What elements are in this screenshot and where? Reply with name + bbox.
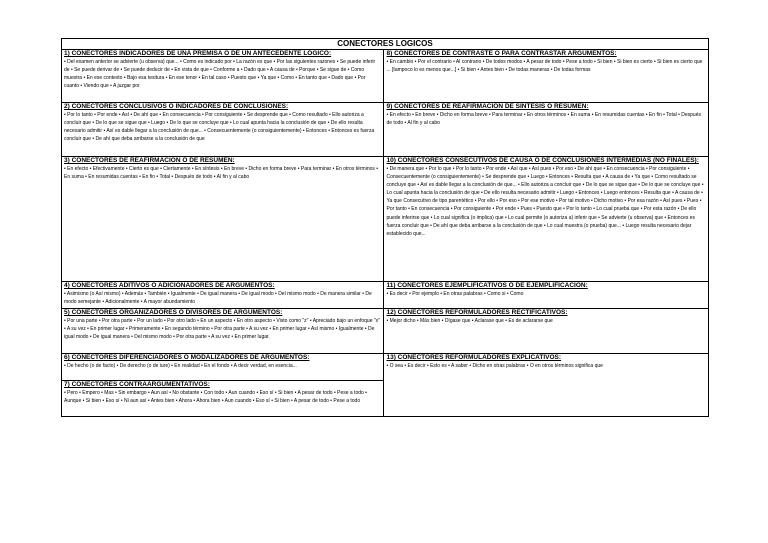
table-row	[62, 309, 709, 354]
section-heading-4: 4) CONECTORES ADITIVOS O ADICIONADORES DE ARGUMENTOS:	[64, 282, 275, 289]
table-title: CONECTORES LOGICOS	[62, 39, 709, 50]
section-heading-13: 13) CONECTORES REFORMULADORES EXPLICATIVOS:	[386, 354, 562, 361]
section-cell-11	[384, 282, 709, 309]
section-body-13: • O sea • Es decir • Esto es • A saber • Dicho en otras palabras • O en otros términos significa que	[386, 363, 603, 369]
section-body-9: • En efecto • En breve • Dicho en forma breve • Para terminar • En otros términos • En suma • En resumidas cuentas • En fin • Total • Después de todo • Al fin y al cabo	[386, 112, 701, 127]
section-cell-3	[62, 157, 384, 282]
section-cell-1	[62, 50, 384, 103]
section-cell-2	[62, 103, 384, 157]
section-heading-6: 6) CONECTORES DIFERENCIADORES O MODALIZADORES DE ARGUMENTOS:	[64, 354, 310, 361]
section-cell-6	[62, 354, 384, 381]
section-body-1: • Del examen anterior se advierte (u observa) que... • Como es indicado por • La razón es que • Por las siguientes razones • Se puede inferir de • Se puede derivar de • Se puede deducir de • En vista de que • Conforme a • Dado que • A causa de • Porque • Se sigue de • Como muestra • En ese contexto • Bajo esa tesitura • En ese tenor • En tal caso • Puesto que • Ya que • Como • En tanto que • Dado que • Por cuanto • Viendo que • A juzgar por	[64, 59, 376, 90]
section-body-8: • En cambio • Por el contrario • Al contrario • De todos modos • A pesar de todo • Pese a todo • Si bien • Si bien es cierto • Si bien es cierto que ... [tampoco lo es menos que...] • Si bien • Antes bien • De todas maneras • De todas formas	[386, 59, 703, 74]
section-cell-13	[384, 354, 709, 417]
table-row	[62, 354, 709, 381]
section-cell-7	[62, 381, 384, 417]
section-heading-10: 10) CONECTORES CONSECUTIVOS DE CAUSA O DE CONCLUSIONES INTERMEDIAS (NO FINALES):	[386, 157, 699, 164]
connectors-table	[61, 38, 709, 417]
section-body-12: • Mejor dicho • Más bien • Dígase que • Aclarase que • Es de aclararse que	[386, 318, 553, 324]
section-body-2: • Por lo tanto • Por ende • Así • De ahí que • En consecuencia • Por consiguiente • Se desprende que • Como resultado • Ello autoriza a concluir que • De lo que se sigue que • Luego • De lo que se concluye que • Lo cual apunta hacia la conclusión de que • De ello resulta necesario admitir • Así es dable llegar a la conclusión de que... • Consecuentemente (o consiguientemente) • Entonces • Entonces es fuerza concluir que • De ahí que deba arribarse a la conclusión de que	[64, 112, 375, 143]
section-body-11: • Es decir • Por ejemplo • En otras palabras • Como si • Como	[386, 291, 524, 297]
section-body-10: • De manera que • Por lo que • Por lo tanto • Por ende • Así que • Así pues • Por eso • De ahí que • En consecuencia • Por consiguiente • Consecuentemente (o consiguientemente) • Se desprende que • Luego • Entonces • Resulta que • A causa de • Ya que • Como resultado se concluye que • Así es dable llegar a la conclusión de que... • Ello autoriza a concluir que • De lo que se sigue que • De lo que se concluye que • Lo cual apunta hacia la conclusión de que • De ello resulta necesario admitir • Luego • Entonces • Luego entonces • Resulta que • A causa de • Ya que Consecutivo de tipo parentético • Por ello • Por eso • Por ese motivo • Por tal motivo • Dicho motivo • Por esa razón • Así pues • Pues • Por tanto • En consecuencia • Por consiguiente • Por ende • Pues • Puesto que • Por lo tanto • Lo cual prueba que • Por esta razón • De ello puede inferirse que • Lo cual significa (o implica) que • Lo cual permite (o autoriza a) inferir que • Se advierte (u observa) que • Entonces es fuerza concluir que • De ahí que deba arribarse a la conclusión de que • Lo cual muestra (o prueba) que... • Luego resulta necesario dejar establecido que...	[386, 166, 704, 237]
section-body-3: • En efecto • Efectivamente • Cierto es que • Ciertamente • En síntesis • En breve • Dicho en forma breve • Para terminar • En otros términos • En suma • En resumidas cuentas • En fin • Total • Después de todo • Al fin y al cabo	[64, 166, 379, 181]
section-cell-4	[62, 282, 384, 309]
section-heading-2: 2) CONECTORES CONCLUSIVOS O INDICADORES DE CONCLUSIONES:	[64, 103, 289, 110]
section-cell-8	[384, 50, 709, 103]
section-body-5: • Por una parte • Por otra parte • Por un lado • Por otro lado • En un aspecto • En otro aspecto • Visto como "z" • Apreciado bajo un enfoque "x" • A su vez • En primer lugar • Primeramente • En segundo término • Por otra parte • A su vez • En primer lugar • Así mismo • Igualmente • De igual modo • De igual manera • Del mismo modo • Por otra parte • A su vez • En primer lugar.	[64, 318, 380, 341]
section-cell-12	[384, 309, 709, 354]
section-body-6: • De hecho (o de facto) • De derecho (o de iure) • En realidad • En el fondo • A decir verdad, en esencia...	[64, 363, 297, 369]
section-cell-5	[62, 309, 384, 354]
section-heading-12: 12) CONECTORES REFORMULADORES RECTIFICATIVOS:	[386, 309, 568, 316]
section-cell-10	[384, 157, 709, 282]
section-cell-9	[384, 103, 709, 157]
table-row	[62, 50, 709, 103]
section-body-4: • Asimismo (o Así mismo) • Además • También • Igualmente • De igual manera • De igual modo • Del mismo modo • De manera similar • De modo semejante • Adicionalmente • A mayor abundamiento	[64, 291, 372, 306]
table-row	[62, 157, 709, 282]
table-row	[62, 282, 709, 309]
section-body-7: • Pero • Empero • Mas • Sin embargo • Aun así • No obstante • Con todo • Aun cuando • Eso sí • Si bien • A pesar de todo • Pese a todo • Aunque • Si bien • Eso sí • Ni aun así • Antes bien • Ahora • Ahora bien • Aun cuando • Eso sí • Si bien • A pesar de todo • Pese a todo	[64, 390, 367, 405]
section-heading-11: 11) CONECTORES EJEMPLIFICATIVOS O DE EJEMPLIFICACION:	[386, 282, 588, 289]
section-heading-8: 8) CONECTORES DE CONTRASTE O PARA CONTRASTAR ARGUMENTOS:	[386, 50, 617, 57]
section-heading-1: 1) CONECTORES INDICADORES DE UNA PREMISA O DE UN ANTECEDENTE LOGICO:	[64, 50, 332, 57]
title-row	[62, 39, 709, 50]
section-heading-9: 9) CONECTORES DE REAFIRMACION DE SINTESIS O RESUMEN:	[386, 103, 589, 110]
section-heading-5: 5) CONECTORES ORGANIZADORES O DIVISORES DE ARGUMENTOS:	[64, 309, 283, 316]
section-heading-3: 3) CONECTORES DE REAFIRMACION O DE RESUMEN:	[64, 157, 235, 164]
section-heading-7: 7) CONECTORES CONTRAARGUMENTATIVOS:	[64, 381, 210, 388]
